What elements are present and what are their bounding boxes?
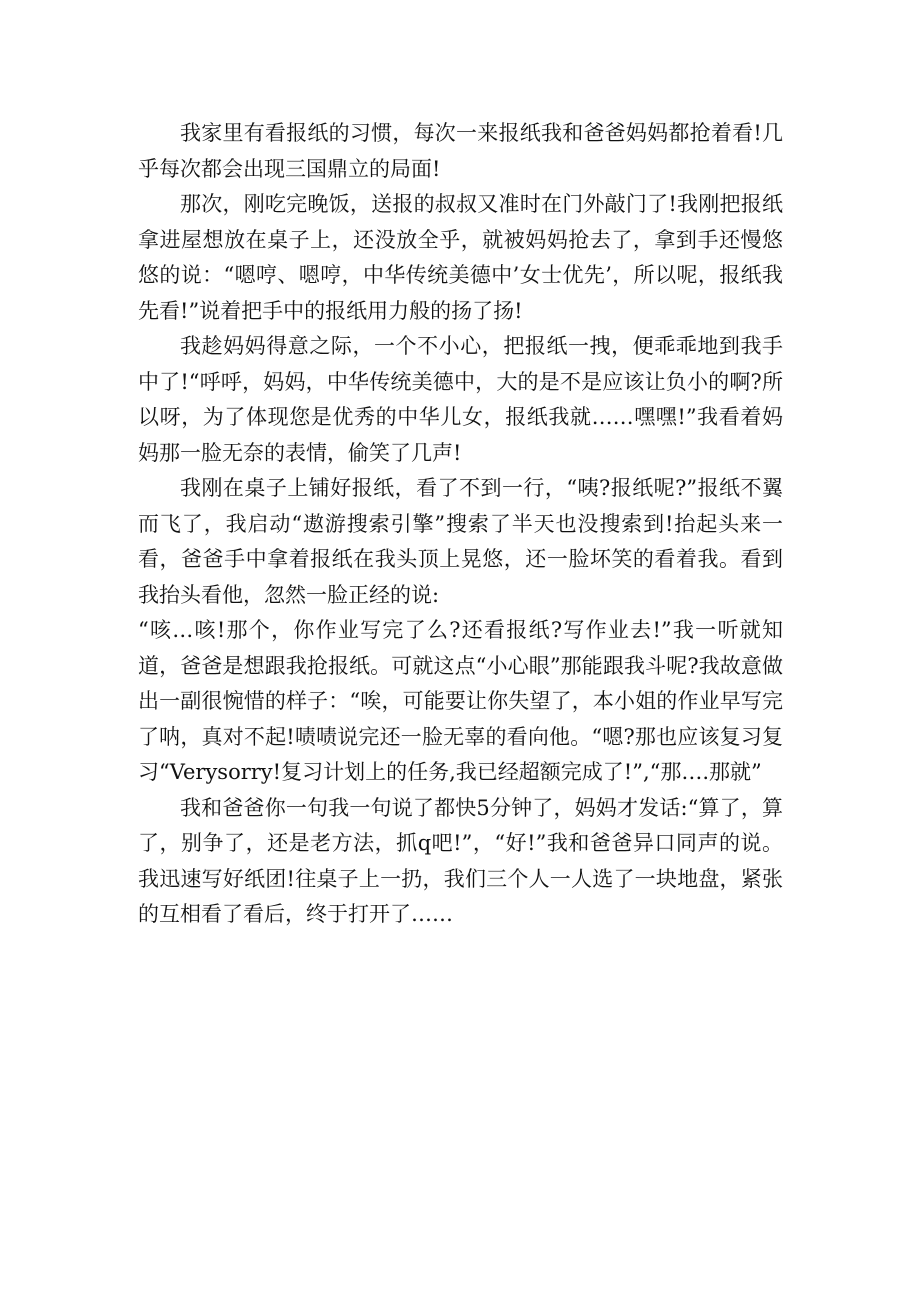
paragraph-3: 我趁妈妈得意之际，一个不小心，把报纸一拽，便乖乖地到我手中了!“呼呼，妈妈，中华传统美德中，大的是不是应该让负小的啊?所以呀，为了体现您是优秀的中华儿女，报纸我就……嘿嘿!”我看着妈妈那一脸无奈的表情，偷笑了几声! — [138, 334, 783, 465]
paragraph-5: “咳…咳!那个，你作业写完了么?还看报纸?写作业去!”我一听就知道，爸爸是想跟我抢报纸。可就这点“小心眼”那能跟我斗呢?我故意做出一副很惋惜的样子：“唉，可能要让你失望了，本小姐的作业早写完了呐，真对不起!啧啧说完还一脸无辜的看向他。“嗯?那也应该复习复习“Verysorry!复习计划上的任务,我已经超额完成了!”,“那….那就” — [138, 618, 783, 784]
paragraph-6: 我和爸爸你一句我一句说了都快5分钟了，妈妈才发话:“算了，算了，别争了，还是老方法，抓q吧!”，“好!”我和爸爸异口同声的说。我迅速写好纸团!往桌子上一扔，我们三个人一人选了一块地盘，紧张的互相看了看后，终于打开了…… — [138, 795, 783, 926]
document-body — [138, 116, 783, 933]
paragraph-1: 我家里有看报纸的习惯，每次一来报纸我和爸爸妈妈都抢着看!几乎每次都会出现三国鼎立的局面! — [138, 121, 783, 181]
paragraph-4: 我刚在桌子上铺好报纸，看了不到一行，“咦?报纸呢?”报纸不翼而飞了，我启动“遨游搜索引擎”搜索了半天也没搜索到!抬起头来一看，爸爸手中拿着报纸在我头顶上晃悠，还一脸坏笑的看着我。看到我抬头看他，忽然一脸正经的说: — [138, 476, 783, 607]
paragraph-2: 那次，刚吃完晚饭，送报的叔叔又准时在门外敲门了!我刚把报纸拿进屋想放在桌子上，还没放全乎，就被妈妈抢去了，拿到手还慢悠悠的说：“嗯哼、嗯哼，中华传统美德中’女士优先’，所以呢，报纸我先看!”说着把手中的报纸用力般的扬了扬! — [138, 192, 783, 323]
